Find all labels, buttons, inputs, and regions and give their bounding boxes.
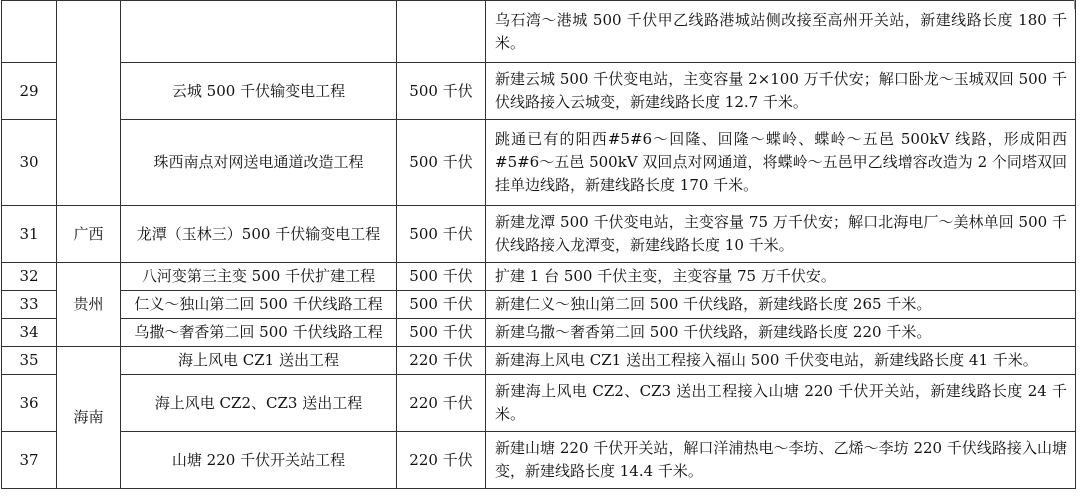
voltage-level: 500 千伏 bbox=[397, 263, 486, 291]
project-name: 山塘 220 千伏开关站工程 bbox=[121, 432, 397, 489]
row-number: 33 bbox=[2, 291, 57, 319]
project-table-container bbox=[1, 0, 1076, 489]
voltage-level: 500 千伏 bbox=[397, 291, 486, 319]
project-name: 乌撒～奢香第二回 500 千伏线路工程 bbox=[121, 319, 397, 347]
row-number: 37 bbox=[2, 432, 57, 489]
voltage-level: 500 千伏 bbox=[397, 63, 486, 120]
table-row bbox=[2, 263, 1076, 291]
voltage-level: 500 千伏 bbox=[397, 120, 486, 206]
project-name: 海上风电 CZ2、CZ3 送出工程 bbox=[121, 375, 397, 432]
project-name: 海上风电 CZ1 送出工程 bbox=[121, 347, 397, 375]
project-name: 珠西南点对网送电通道改造工程 bbox=[121, 120, 397, 206]
table-row bbox=[2, 1, 1076, 63]
row-number: 31 bbox=[2, 206, 57, 263]
province-cell: 海南 bbox=[57, 347, 121, 489]
voltage-level: 220 千伏 bbox=[397, 347, 486, 375]
row-number: 34 bbox=[2, 319, 57, 347]
edge-mark bbox=[1074, 0, 1078, 9]
row-number: 32 bbox=[2, 263, 57, 291]
table-row bbox=[2, 432, 1076, 489]
province-cell: 贵州 bbox=[57, 263, 121, 347]
project-description: 新建山塘 220 千伏开关站，解口洋浦热电～李坊、乙烯～李坊 220 千伏线路接入山塘变，新建线路长度 14.4 千米。 bbox=[486, 432, 1076, 489]
table-row bbox=[2, 206, 1076, 263]
project-table bbox=[1, 0, 1076, 489]
voltage-level: 220 千伏 bbox=[397, 375, 486, 432]
row-number bbox=[2, 1, 57, 63]
table-row bbox=[2, 375, 1076, 432]
voltage-level: 220 千伏 bbox=[397, 432, 486, 489]
voltage-level bbox=[397, 1, 486, 63]
project-description: 跳通已有的阳西#5#6～回隆、回隆～蝶岭、蝶岭～五邑 500kV 线路，形成阳西#5#6～五邑 500kV 双回点对网通道，将蝶岭～五邑甲乙线增容改造为 2 个同塔双回挂单边线路，新建线路长度 170 千米。 bbox=[486, 120, 1076, 206]
project-description: 新建云城 500 千伏变电站，主变容量 2×100 万千伏安；解口卧龙～玉城双回 500 千伏线路接入云城变，新建线路长度 12.7 千米。 bbox=[486, 63, 1076, 120]
row-number: 29 bbox=[2, 63, 57, 120]
row-number: 36 bbox=[2, 375, 57, 432]
project-name: 云城 500 千伏输变电工程 bbox=[121, 63, 397, 120]
project-name: 龙潭（玉林三）500 千伏输变电工程 bbox=[121, 206, 397, 263]
province-cell: 广西 bbox=[57, 206, 121, 263]
project-description: 新建龙潭 500 千伏变电站，主变容量 75 万千伏安；解口北海电厂～美林单回 500 千伏线路接入龙潭变，新建线路长度 10 千米。 bbox=[486, 206, 1076, 263]
province-cell bbox=[57, 1, 121, 206]
table-row bbox=[2, 319, 1076, 347]
table-row bbox=[2, 63, 1076, 120]
table-row bbox=[2, 291, 1076, 319]
project-description: 新建仁义～独山第二回 500 千伏线路，新建线路长度 265 千米。 bbox=[486, 291, 1076, 319]
table-row bbox=[2, 120, 1076, 206]
project-description: 扩建 1 台 500 千伏主变，主变容量 75 万千伏安。 bbox=[486, 263, 1076, 291]
project-description: 新建乌撒～奢香第二回 500 千伏线路，新建线路长度 220 千米。 bbox=[486, 319, 1076, 347]
row-number: 30 bbox=[2, 120, 57, 206]
project-name: 仁义～独山第二回 500 千伏线路工程 bbox=[121, 291, 397, 319]
project-name: 八河变第三主变 500 千伏扩建工程 bbox=[121, 263, 397, 291]
voltage-level: 500 千伏 bbox=[397, 319, 486, 347]
project-description: 新建海上风电 CZ1 送出工程接入福山 500 千伏变电站，新建线路长度 41 千米。 bbox=[486, 347, 1076, 375]
project-description: 乌石湾～港城 500 千伏甲乙线路港城站侧改接至高州开关站，新建线路长度 180 千米。 bbox=[486, 1, 1076, 63]
voltage-level: 500 千伏 bbox=[397, 206, 486, 263]
project-description: 新建海上风电 CZ2、CZ3 送出工程接入山塘 220 千伏开关站，新建线路长度 24 千米。 bbox=[486, 375, 1076, 432]
table-row bbox=[2, 347, 1076, 375]
project-name bbox=[121, 1, 397, 63]
row-number: 35 bbox=[2, 347, 57, 375]
